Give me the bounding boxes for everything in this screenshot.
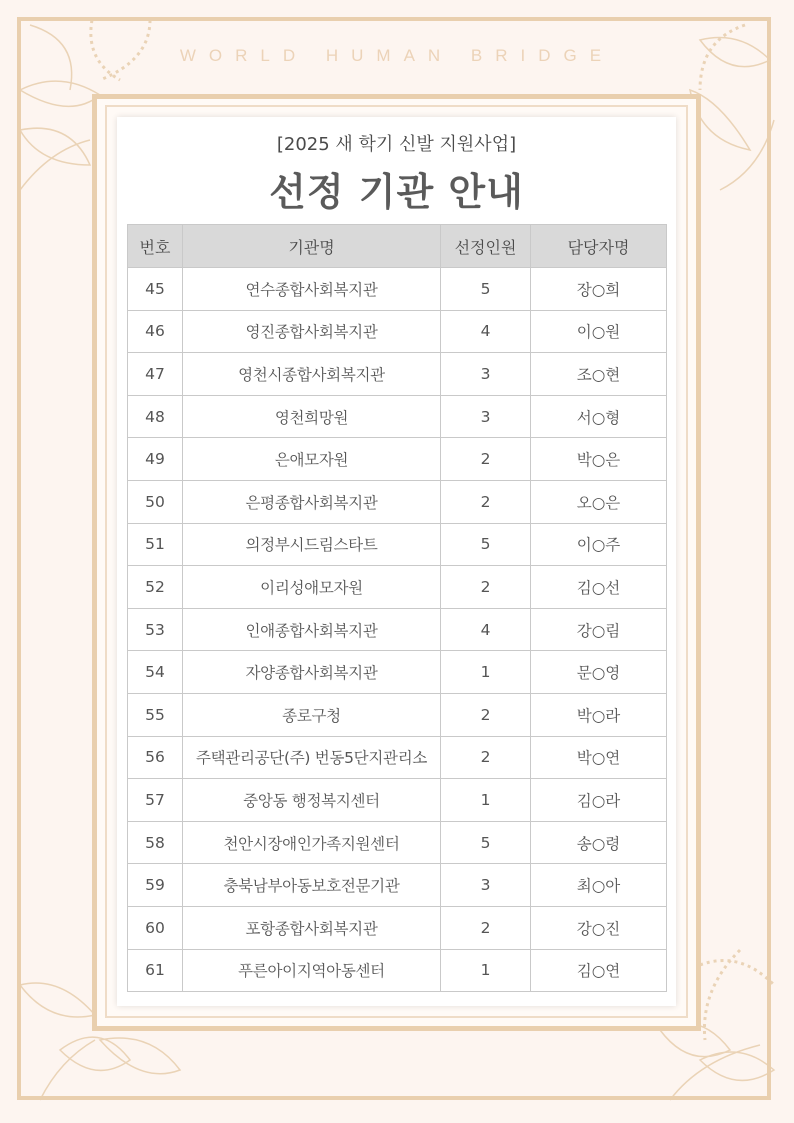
- cell-number: 48: [128, 395, 183, 438]
- table-row: [128, 353, 667, 396]
- cell-count: 3: [441, 395, 531, 438]
- cell-count: 5: [441, 268, 531, 311]
- cell-manager: 김○선: [531, 566, 667, 609]
- cell-number: 52: [128, 566, 183, 609]
- cell-number: 60: [128, 906, 183, 949]
- cell-number: 58: [128, 821, 183, 864]
- cell-manager: 박○연: [531, 736, 667, 779]
- table-row: [128, 949, 667, 992]
- cell-institution: 중앙동 행정복지센터: [183, 779, 441, 822]
- header-number: 번호: [128, 225, 183, 268]
- cell-manager: 조○현: [531, 353, 667, 396]
- cell-manager: 강○림: [531, 608, 667, 651]
- cell-number: 56: [128, 736, 183, 779]
- cell-count: 3: [441, 864, 531, 907]
- cell-number: 46: [128, 310, 183, 353]
- header-count: 선정인원: [441, 225, 531, 268]
- cell-manager: 오○은: [531, 480, 667, 523]
- cell-count: 2: [441, 566, 531, 609]
- table-row: [128, 864, 667, 907]
- cell-number: 57: [128, 779, 183, 822]
- cell-number: 54: [128, 651, 183, 694]
- table-row: [128, 480, 667, 523]
- table-row: [128, 779, 667, 822]
- page-title: 선정 기관 안내: [269, 170, 524, 214]
- cell-count: 3: [441, 353, 531, 396]
- table-row: [128, 608, 667, 651]
- cell-manager: 박○라: [531, 693, 667, 736]
- cell-number: 53: [128, 608, 183, 651]
- cell-manager: 송○령: [531, 821, 667, 864]
- cell-institution: 인애종합사회복지관: [183, 608, 441, 651]
- cell-count: 4: [441, 608, 531, 651]
- brand-text: WORLD HUMAN BRIDGE: [179, 46, 615, 65]
- institution-table: [127, 224, 667, 992]
- cell-number: 61: [128, 949, 183, 992]
- cell-manager: 이○주: [531, 523, 667, 566]
- cell-count: 2: [441, 480, 531, 523]
- cell-institution: 포항종합사회복지관: [183, 906, 441, 949]
- cell-number: 50: [128, 480, 183, 523]
- cell-count: 2: [441, 438, 531, 481]
- cell-institution: 주택관리공단(주) 번동5단지관리소: [183, 736, 441, 779]
- cell-institution: 은애모자원: [183, 438, 441, 481]
- header-manager: 담당자명: [531, 225, 667, 268]
- cell-count: 1: [441, 949, 531, 992]
- table-row: [128, 438, 667, 481]
- cell-number: 47: [128, 353, 183, 396]
- table-header-row: [128, 225, 667, 268]
- cell-manager: 장○희: [531, 268, 667, 311]
- table-row: [128, 566, 667, 609]
- cell-institution: 충북남부아동보호전문기관: [183, 864, 441, 907]
- table-row: [128, 395, 667, 438]
- cell-number: 51: [128, 523, 183, 566]
- cell-institution: 천안시장애인가족지원센터: [183, 821, 441, 864]
- cell-count: 1: [441, 779, 531, 822]
- cell-manager: 이○원: [531, 310, 667, 353]
- cell-institution: 영진종합사회복지관: [183, 310, 441, 353]
- table-row: [128, 693, 667, 736]
- table-row: [128, 736, 667, 779]
- subtitle: [2025 새 학기 신발 지원사업]: [276, 134, 517, 155]
- table-row: [128, 310, 667, 353]
- cell-institution: 영천희망원: [183, 395, 441, 438]
- table-row: [128, 523, 667, 566]
- cell-count: 5: [441, 523, 531, 566]
- cell-number: 45: [128, 268, 183, 311]
- table-row: [128, 821, 667, 864]
- table-row: [128, 651, 667, 694]
- cell-manager: 박○은: [531, 438, 667, 481]
- cell-institution: 영천시종합사회복지관: [183, 353, 441, 396]
- cell-manager: 최○아: [531, 864, 667, 907]
- cell-number: 59: [128, 864, 183, 907]
- cell-institution: 의정부시드림스타트: [183, 523, 441, 566]
- cell-number: 49: [128, 438, 183, 481]
- cell-count: 1: [441, 651, 531, 694]
- notice-card: [117, 117, 676, 1006]
- cell-count: 2: [441, 906, 531, 949]
- cell-institution: 이리성애모자원: [183, 566, 441, 609]
- cell-institution: 은평종합사회복지관: [183, 480, 441, 523]
- cell-count: 4: [441, 310, 531, 353]
- cell-manager: 문○영: [531, 651, 667, 694]
- cell-institution: 종로구청: [183, 693, 441, 736]
- table-row: [128, 906, 667, 949]
- cell-number: 55: [128, 693, 183, 736]
- cell-manager: 김○라: [531, 779, 667, 822]
- cell-count: 2: [441, 736, 531, 779]
- cell-institution: 푸른아이지역아동센터: [183, 949, 441, 992]
- cell-institution: 자양종합사회복지관: [183, 651, 441, 694]
- cell-count: 5: [441, 821, 531, 864]
- cell-institution: 연수종합사회복지관: [183, 268, 441, 311]
- cell-manager: 강○진: [531, 906, 667, 949]
- table-row: [128, 268, 667, 311]
- header-institution: 기관명: [183, 225, 441, 268]
- cell-manager: 김○연: [531, 949, 667, 992]
- cell-manager: 서○형: [531, 395, 667, 438]
- cell-count: 2: [441, 693, 531, 736]
